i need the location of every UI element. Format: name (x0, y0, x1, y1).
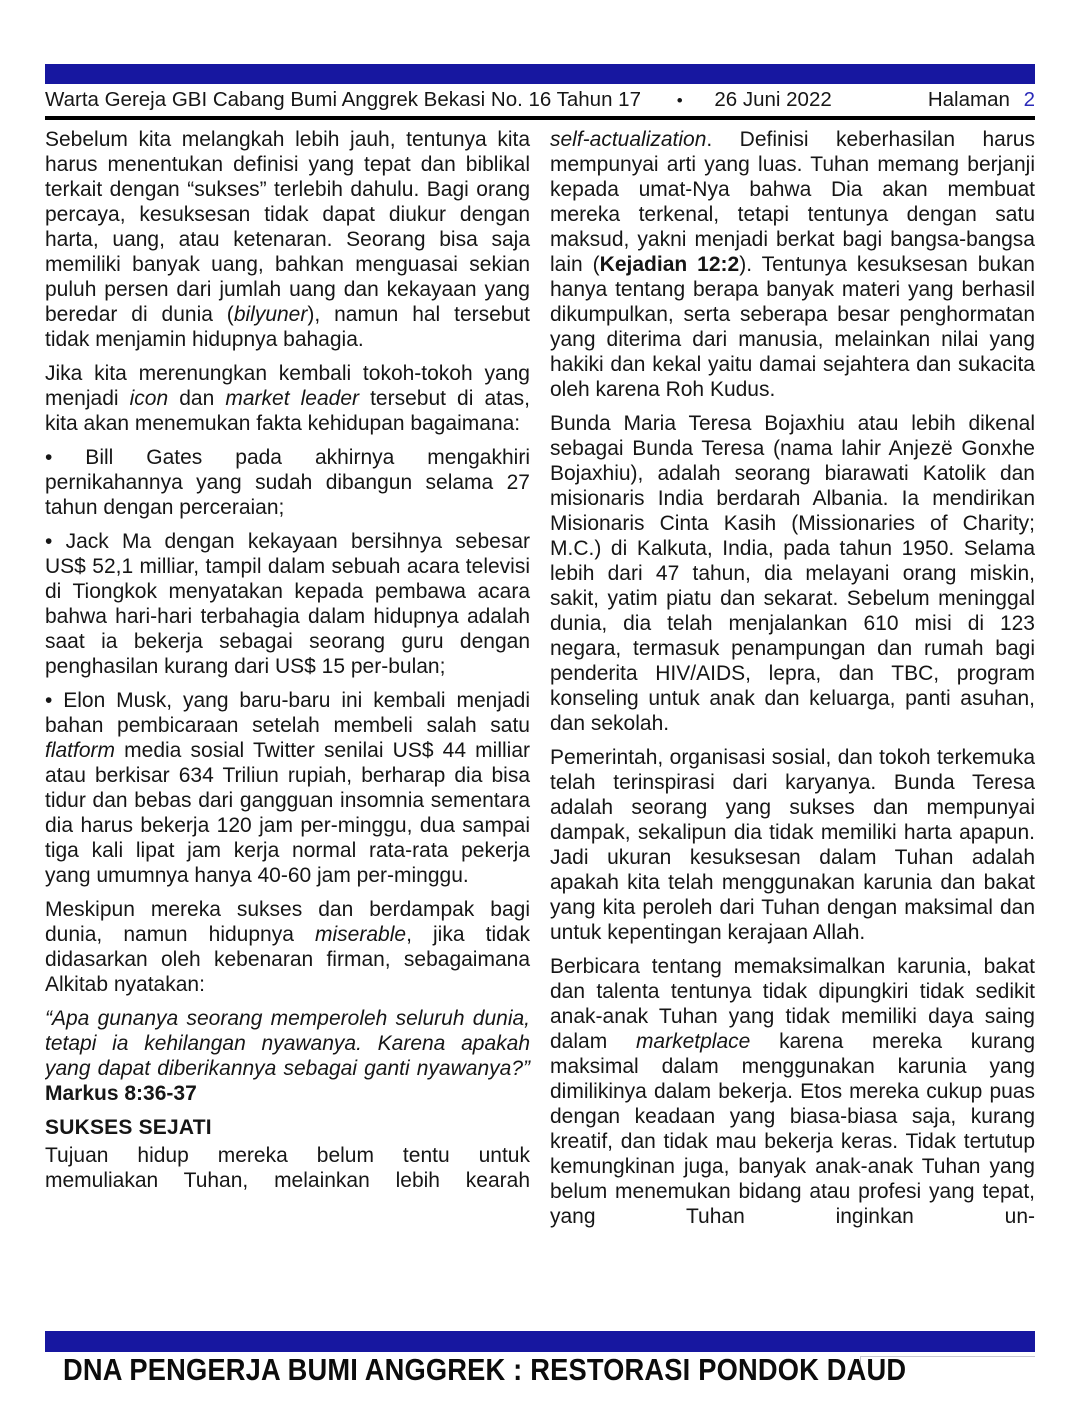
paragraph: Pemerintah, organisasi sosial, dan tokoh terkemuka telah terinspirasi dari karyanya. Bunda Teresa adalah seorang yang sukses dan mempunyai dampak, sekalipun dia tidak memiliki harta apapun. Jadi ukuran kesuksesan dalam Tuhan adalah apakah kita telah menggunakan karunia dan bakat yang kita peroleh dari Tuhan dengan maksimal dan untuk kepentingan kerajaan Allah. (550, 746, 1035, 944)
bottom-accent-bar (45, 1331, 1035, 1352)
paragraph: self-actualization. Definisi keberhasilan harus mempunyai arti yang luas. Tuhan memang berjanji kepada umat-Nya bahwa Dia akan membuat mereka terkenal, tetapi tentunya dengan satu maksud, yakni menjadi berkat bagi bangsa-bangsa lain (Kejadian 12:2). Tentunya kesuksesan bukan hanya tentang berapa banyak materi yang berhasil dikumpulkan, serta seberapa besar penghormatan yang diterima dari manusia, melainkan nilai yang hakiki dan kekal yaitu damai sejahtera dan sukacita oleh karena Roh Kudus. (550, 128, 1035, 401)
dot-separator-icon: • (676, 91, 683, 110)
paragraph: • Bill Gates pada akhirnya mengakhiri pernikahannya yang sudah dibangun selama 27 tahun dengan perceraian; (45, 446, 530, 519)
newsletter-title: Warta Gereja GBI Cabang Bumi Anggrek Bekasi No. 16 Tahun 17 (45, 88, 641, 111)
paragraph: Berbicara tentang memaksimalkan karunia, bakat dan talenta tentunya tidak dipungkiri tidak sedikit anak-anak Tuhan yang tidak memiliki daya saing dalam marketplace karena mereka kurang maksimal dalam menggunakan karunia yang dimilikinya dalam bekerja. Etos mereka cukup puas dengan keadaan yang biasa-biasa saja, kurang kreatif, dan tidak mau bekerja keras. Tidak tertutup kemungkinan juga, banyak anak-anak Tuhan yang belum menemukan bidang atau profesi yang tepat, yang Tuhan inginkan un- (550, 955, 1035, 1228)
page-header (45, 88, 1035, 114)
section-heading: SUKSES SEJATI (45, 1116, 212, 1139)
top-accent-bar (45, 64, 1035, 84)
paragraph: Tujuan hidup mereka belum tentu untuk memuliakan Tuhan, melainkan lebih kearah (45, 1144, 530, 1192)
right-column (550, 127, 1035, 1325)
paragraph: • Elon Musk, yang baru-baru ini kembali menjadi bahan pembicaraan setelah membeli salah satu flatform media sosial Twitter senilai US$ 44 milliar atau berkisar 634 Triliun rupiah, berharap dia bisa tidur dan bebas dari gangguan insomnia sementara dia harus bekerja 120 jam per-minggu, dua sampai tiga kali lipat jam kerja normal rata-rata pekerja yang umumnya hanya 40-60 jam per-minggu. (45, 689, 530, 887)
header-left (45, 88, 832, 112)
page-label: Halaman (927, 88, 1010, 111)
article-body (45, 127, 1035, 1325)
header-right (928, 88, 1035, 112)
footer-banner: DNA PENGERJA BUMI ANGGREK : RESTORASI PONDOK DAUD (63, 1352, 907, 1387)
page-number: 2 (1023, 88, 1035, 111)
paragraph: Jika kita merenungkan kembali tokoh-tokoh yang menjadi icon dan market leader tersebut di atas, kita akan menemukan fakta kehidupan bagaimana: (45, 362, 530, 435)
paragraph: “Apa gunanya seorang memperoleh seluruh dunia, tetapi ia kehilangan nyawanya. Karena apakah yang dapat diberikannya sebagai ganti nyawanya?” Markus 8:36-37 (45, 1007, 530, 1105)
paragraph: • Jack Ma dengan kekayaan bersihnya sebesar US$ 52,1 milliar, tampil dalam sebuah acara televisi di Tiongkok menyatakan kepada pembawa acara bahwa hari-hari terbahagia dalam hidupnya adalah saat ia bekerja sebagai seorang guru dengan penghasilan kurang dari US$ 15 per-bulan; (45, 530, 530, 678)
paragraph: Meskipun mereka sukses dan berdampak bagi dunia, namun hidupnya miserable, jika tidak didasarkan oleh kebenaran firman, sebagaimana Alkitab nyatakan: (45, 898, 530, 996)
header-rule (45, 116, 1035, 120)
paragraph: Sebelum kita melangkah lebih jauh, tentunya kita harus menentukan definisi yang tepat dan biblikal terkait dengan “sukses” terlebih dahulu. Bagi orang percaya, kesuksesan tidak dapat diukur dengan harta, uang, atau ketenaran. Seorang bisa saja memiliki banyak uang, bahkan menguasai sekian puluh persen dari jumlah uang dan kekayaan yang beredar di dunia (bilyuner), namun hal tersebut tidak menjamin hidupnya bahagia. (45, 128, 530, 351)
issue-date: 26 Juni 2022 (714, 88, 832, 111)
left-column (45, 127, 530, 1325)
paragraph: Bunda Maria Teresa Bojaxhiu atau lebih dikenal sebagai Bunda Teresa (nama lahir Anjezë Gonxhe Bojaxhiu), adalah seorang biarawati Katolik dan misionaris India berdarah Albania. Ia mendirikan Misionaris Cinta Kasih (Missionaries of Charity; M.C.) di Kalkuta, India, pada tahun 1950. Selama lebih dari 47 tahun, dia melayani orang miskin, sakit, yatim piatu dan sekarat. Sebelum meninggal dunia, dia telah menjalankan 610 misi di 123 negara, termasuk penampungan dan rumah bagi penderita HIV/AIDS, lepra, dan TBC, program konseling untuk anak dan keluarga, panti asuhan, dan sekolah. (550, 412, 1035, 735)
